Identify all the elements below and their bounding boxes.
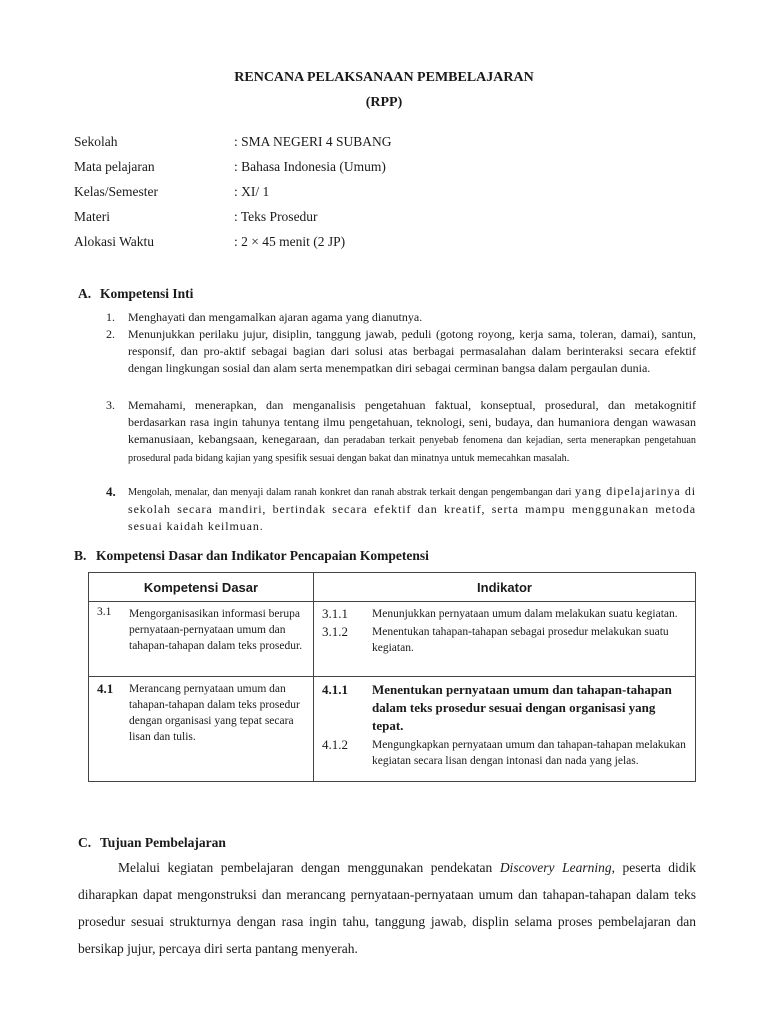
document-title: RENCANA PELAKSANAAN PEMBELAJARAN [234,70,534,85]
ki-text: Menghayati dan mengamalkan ajaran agama yang dianutnya. [128,310,423,324]
indicator-text: Mengungkapkan pernyataan umum dan tahapan-tahapan melakukan kegiatan secara lisan dengan intonasi dan nada yang jelas. [372,739,686,767]
indicator-cell [314,677,696,782]
ki-text-main: Memahami, menerapkan, dan menganalisis pengetahuan faktual, konseptual, prosedural, dan metakognitif berdasarkan rasa ingin tahunya tentang ilmu pengetahuan, teknologi, seni, budaya, dan humaniora dengan wawasan kemanusiaan, kebangsaan, kenegaraan, [128,398,696,446]
ki-number: 3. [106,398,115,412]
column-header-indikator: Indikator [314,573,696,602]
identity-value: : Bahasa Indonesia (Umum) [234,159,386,174]
identity-value: : XI/ 1 [234,184,270,199]
identity-label: Mata pelajaran [74,159,155,174]
section-letter: C. [78,835,92,850]
section-letter: A. [78,286,92,301]
indicator-number: 3.1.1 [322,606,348,621]
indicator-item [322,606,687,622]
section-title: Kompetensi Inti [100,286,194,301]
kd-number: 3.1 [97,606,112,618]
indicator-number: 4.1.2 [322,737,348,752]
table-row [89,677,696,782]
indicator-number: 3.1.2 [322,624,348,639]
indicator-item [322,737,687,769]
ki-text [128,483,696,535]
ki-number: 1. [106,310,115,324]
kd-cell [89,602,314,677]
identity-value: : 2 × 45 menit (2 JP) [234,234,346,249]
paragraph-text-2: , peserta didik diharapkan dapat mengonstruksi dan merancang pernyataan-pernyataan umum dan tahapan-tahapan dalam teks prosedur sesuai strukturnya dengan rasa ingin tahu, tanggung jawab, displin selama proses pembelajaran dan bersikap jujur, percaya diri serta pantang menyerah. [78,860,696,956]
indicator-text: Menunjukkan pernyataan umum dalam melakukan suatu kegiatan. [372,608,678,620]
identity-label: Kelas/Semester [74,184,158,199]
section-title: Tujuan Pembelajaran [100,835,226,850]
ki-text: Menunjukkan perilaku jujur, disiplin, tanggung jawab, peduli (gotong royong, kerja sama, toleran, damai), santun, responsif, dan pro-aktif sebagai bagian dari solusi atas berbagai permasalahan dalam berinteraksi secara efektif dengan lingkungan sosial dan alam serta menempatkan diri sebagai cerminan bangsa dalam pergaulan dunia. [128,327,696,375]
paragraph-text-1: Melalui kegiatan pembelajaran dengan menggunakan pendekatan [118,860,500,875]
identity-label: Materi [74,209,110,224]
competency-table [88,572,696,782]
identity-label: Alokasi Waktu [74,234,155,249]
indicator-text: Menentukan pernyataan umum dan tahapan-tahapan dalam teks prosedur sesuai dengan organisasi yang tepat. [372,682,672,733]
indicator-number: 4.1.1 [322,682,348,697]
indicator-item [322,681,687,735]
identity-label: Sekolah [74,134,118,149]
ki-text [128,397,696,467]
table-row [89,602,696,677]
kd-number: 4.1 [97,681,114,696]
ki-number: 4. [106,484,116,499]
identity-value: : Teks Prosedur [234,209,318,224]
section-letter: B. [74,548,87,563]
kd-cell [89,677,314,782]
indicator-item [322,624,687,656]
learning-objective-paragraph [78,854,696,962]
indicator-cell [314,602,696,677]
identity-value: : SMA NEGERI 4 SUBANG [234,134,392,149]
kd-text: Merancang pernyataan umum dan tahapan-tahapan dalam teks prosedur dengan organisasi yang tepat secara lisan dan tulis. [129,683,300,743]
paragraph-italic: Discovery Learning [499,860,612,875]
table-header-row [89,573,696,602]
kd-text: Mengorganisasikan informasi berupa pernyataan-pernyataan umum dan tahapan-tahapan dalam teks prosedur. [129,608,303,652]
section-c-heading [78,835,226,851]
ki-text-main: Mengolah, menalar, dan menyaji dalam ranah konkret dan ranah abstrak terkait dengan pengembangan dari [128,487,572,498]
column-header-kd: Kompetensi Dasar [89,573,314,602]
ki-text-small: dan peradaban terkait penyebab fenomena dan kejadian, serta menerapkan pengetahuan prosedural pada bidang kajian yang spesifik sesuai dengan bakat dan minatnya untuk memecahkan masalah. [128,435,696,464]
indicator-text: Menentukan tahapan-tahapan sebagai prosedur melakukan suatu kegiatan. [372,626,669,654]
section-b-heading [74,548,429,564]
ki-text-spaced: yang dipelajarinya di sekolah secara mandiri, bertindak secara efektif dan kreatif, serta mampu menggunakan metoda sesuai kaidah keilmuan. [128,484,697,533]
document-subtitle: (RPP) [365,95,403,110]
ki-number: 2. [106,327,115,341]
section-a-heading [78,286,193,302]
section-title: Kompetensi Dasar dan Indikator Pencapaian Kompetensi [96,548,429,563]
